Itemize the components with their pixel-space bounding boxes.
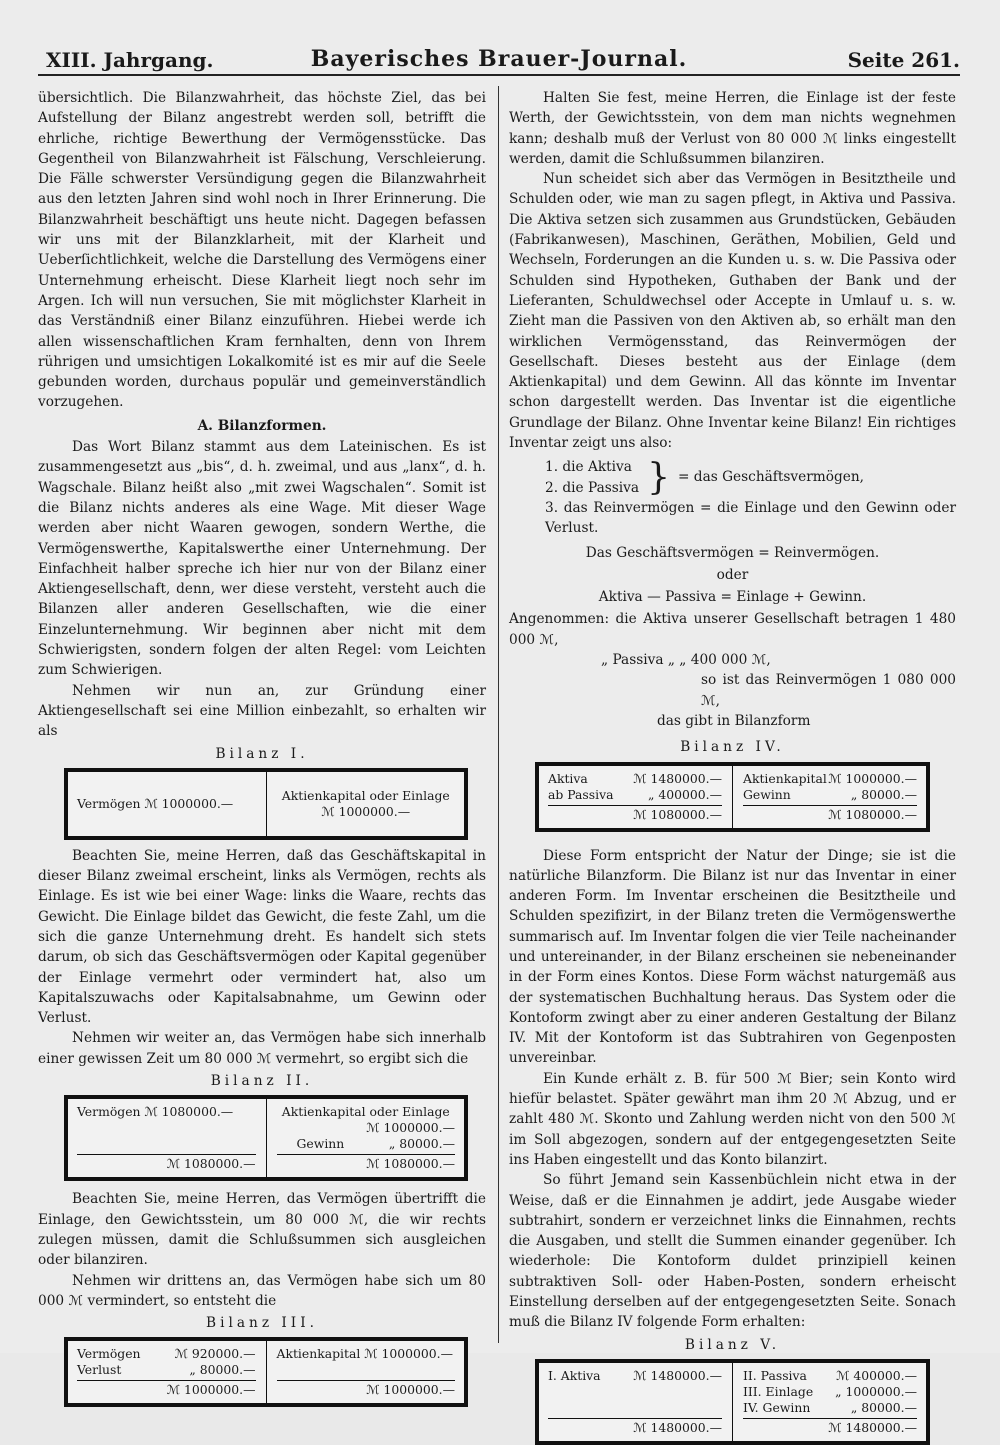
- paragraph: Diese Form entspricht der Natur der Dinge; sie ist die natürliche Bilanzform. Die Bilanz ist nur das Inventar in einer anderen Form. Im Inventar erscheinen die Besitztheile und Schulden spezifizirt, in der Bilanz treten die Vermögenswerthe summarisch auf. Im Inventar folgen die vier Teile nacheinander und untereinander, in der Bilanz erscheinen sie nebeneinander in der Form eines Kontos. Diese Form wächst naturgemäß aus der systematischen Buchhaltung heraus. Das System oder die Kontoform zwingt aber zu einer anderen Gestaltung der Bilanz IV. Mit der Kontoform ist das Subtrahiren von Gegenposten unvereinbar.: [509, 847, 956, 1067]
- formula: Aktiva — Passiva = Einlage + Gewinn.: [598, 589, 867, 606]
- table-row: [548, 787, 722, 803]
- table-cell: „ 80000.—: [189, 1362, 256, 1378]
- table-sum: ℳ 1080000.—: [77, 1154, 256, 1172]
- paragraph: Nun scheidet sich aber das Vermögen in Besitztheile und Schulden oder, wie man zu sagen pflegt, in Aktiva und Passiva. Die Aktiva setzen sich zusammen aus Grundstücken, Gebäuden (Fabrikanwesen), Maschinen, Geräthen, Mobilien, Geld und Wechseln, Forderungen an die Kunden u. s. w. Die Passiva oder Schulden sind Hypotheken, Guthaben der Bank und der Lieferanten, Schuldwechsel oder Accepte in Umlauf u. s. w. Zieht man die Passiven von den Aktiven ab, so erhält man den wirklichen Vermögensstand, das Reinvermögen der Gesellschaft. Dieses besteht aus der Einlage (dem Aktienkapital) und dem Gewinn. All das könnte im Inventar schon dargestellt werden. Das Inventar ist die eigentliche Grundlage der Bilanz. Ohne Inventar keine Bilanz! Ein richtiges Inventar zeigt uns also:: [509, 171, 956, 452]
- table-cell: „ 80000.—: [850, 786, 917, 802]
- example-line: das gibt in Bilanzform: [657, 712, 811, 729]
- table-sum: ℳ 1000000.—: [277, 1380, 456, 1398]
- right-column: [509, 88, 956, 1445]
- bilanz-title: Bilanz IV.: [680, 739, 785, 756]
- inventory-list: [545, 457, 956, 538]
- paragraph: Ein Kunde erhält z. B. für 500 ℳ Bier; sein Konto wird hiefür belastet. Später gewährt man ihm 20 ℳ Abzug, und er zahlt 480 ℳ. Skonto und Zahlung werden nicht von den 500 ℳ im Soll abgezogen, sondern auf der entgegengesetzten Seite ins Haben eingestellt und das Konto bilanzirt.: [509, 1070, 956, 1168]
- table-sum: ℳ 1080000.—: [277, 1154, 456, 1172]
- table-cell: Gewinn: [743, 786, 791, 802]
- bilanz-title: Bilanz III.: [206, 1315, 318, 1332]
- page-header: [38, 42, 960, 76]
- table-row: [548, 1368, 722, 1384]
- table-cell: ℳ 1480000.—: [633, 770, 722, 786]
- table-sum: ℳ 1480000.—: [743, 1418, 917, 1436]
- table-sum: ℳ 1080000.—: [548, 805, 722, 823]
- paragraph: Beachten Sie, meine Herren, daß das Geschäftskapital in dieser Bilanz zweimal erscheint, links als Vermögen, rechts als Einlage. Es ist wie bei einer Wage: links die Waare, rechts das Gewicht. Die Einlage bildet das Gewicht, die feste Zahl, um die sich die ganze Unternehmung dreht. Es handelt sich stets darum, ob sich das Geschäftsvermögen oder Kapital gegenüber der Einlage vermehrt oder vermindert hat, also um Kapitalszuwachs oder Kapitalsabnahme, um Gewinn oder Verlust.: [38, 847, 486, 1027]
- paragraph: So führt Jemand sein Kassenbüchlein nicht etwa in der Weise, daß er die Einnahmen je addirt, jede Ausgabe wieder subtrahirt, sondern er verzeichnet links die Einnahmen, rechts die Ausgaben, und stellt die Summen einander gegenüber. Ich wiederhole: Die Kontoform duldet prinzipiell keinen subtraktiven Soll- oder Haben-Posten, sondern erheischt Einstellung derselben auf der entgegengesetzten Seite. Sonach muß die Bilanz IV folgende Form erhalten:: [509, 1172, 956, 1331]
- table-row: [77, 1362, 256, 1378]
- table-sum: ℳ 1480000.—: [548, 1418, 722, 1436]
- table-cell: ℳ 1480000.—: [633, 1367, 722, 1383]
- table-row: [277, 1136, 456, 1152]
- paragraph: übersichtlich. Die Bilanzwahrheit, das höchste Ziel, das bei Aufstellung der Bilanz angestrebt werden soll, betrifft die ehrliche, richtige Bewerthung der Vermögensstücke. Das Gegentheil von Bilanzwahrheit ist Fälschung, Verschleierung. Die Fälle schwerster Versündigung gegen die Bilanzwahrheit aus den letzten Jahren sind wohl noch in Ihrer Erinnerung. Die Bilanzwahrheit beschäftigt uns heute nicht. Dagegen befassen wir uns mit der Bilanzklarheit, mit der Klarheit und Ueberſichtlichkeit, welche die Darstellung des Vermögens einer Unternehmung erheischt. Diese Klarheit liegt noch sehr im Argen. Ich will nun versuchen, Sie mit möglichster Klarheit in das Verständniß einer Bilanz einzuführen. Hiebei werde ich allen wissenschaftlichen Kram fernhalten, denn von Ihrem rührigen und umsichtigen Lokalkomité ist es mir auf die Seele gebunden worden, durchaus populär und gemeinverständlich vorzugehen.: [38, 90, 486, 411]
- table-cell: ℳ 1000000.—: [366, 1120, 455, 1136]
- table-cell: ℳ 920000.—: [174, 1346, 256, 1362]
- table-cell: ℳ 400000.—: [836, 1367, 917, 1383]
- paragraph: Nehmen wir drittens an, das Vermögen habe sich um 80 000 ℳ vermindert, so entsteht die: [38, 1272, 486, 1309]
- left-column: [38, 88, 486, 1407]
- bilanz-title: Bilanz I.: [215, 745, 309, 762]
- table-cell: „ 80000.—: [850, 1399, 917, 1415]
- example-line: Angenommen: die Aktiva unserer Gesellschaft betragen 1 480 000 ℳ,: [509, 611, 956, 648]
- example-line: so ist das Reinvermögen 1 080 000 ℳ,: [701, 672, 956, 709]
- table-cell: Verlust: [77, 1362, 122, 1378]
- table-row: [548, 771, 722, 787]
- bilanz-table-5: [535, 1359, 930, 1445]
- paragraph: Nehmen wir weiter an, das Vermögen habe sich innerhalb einer gewissen Zeit um 80 000 ℳ vermehrt, so ergibt sich die: [38, 1030, 486, 1067]
- table-cell: ab Passiva: [548, 786, 614, 802]
- table-cell: ℳ 1000000.—: [321, 803, 411, 819]
- bilanz-table-4: [535, 762, 930, 832]
- table-cell: Vermögen ℳ 1080000.—: [77, 1104, 234, 1120]
- table-row: [743, 1400, 917, 1416]
- table-cell: Gewinn: [296, 1136, 345, 1152]
- paragraph: Beachten Sie, meine Herren, das Vermögen übertrifft die Einlage, den Gewichtsstein, um 80 000 ℳ, die wir rechts zulegen müssen, damit die Schlußsummen sich ausgleichen oder bilanziren.: [38, 1191, 486, 1269]
- bilanz-table-3: [64, 1337, 468, 1407]
- table-cell: Vermögen ℳ 1000000.—: [77, 795, 234, 811]
- table-cell: I. Aktiva: [548, 1367, 601, 1383]
- issue-label: XIII. Jahrgang.: [46, 48, 214, 72]
- bilanz-left-cell: [67, 1098, 266, 1178]
- table-sum: ℳ 1000000.—: [77, 1380, 256, 1398]
- example-line: „ Passiva „ „ 400 000 ℳ,: [601, 652, 771, 669]
- table-cell: „ 1000000.—: [835, 1383, 917, 1399]
- bilanz-right-cell: [732, 1362, 927, 1442]
- bilanz-left-cell: [67, 771, 266, 837]
- table-cell: Aktiva: [548, 770, 588, 786]
- formula-connector: oder: [716, 566, 749, 583]
- paragraph: Nehmen wir nun an, zur Gründung einer Aktiengesellschaft sei eine Million einbezahlt, so erhalten wir als: [38, 682, 486, 740]
- bilanz-table-2: [64, 1095, 468, 1181]
- inventory-item: 2. die Passiva: [545, 479, 640, 496]
- table-cell: Aktienkapital oder Einlage: [281, 787, 450, 803]
- bilanz-left-cell: [538, 765, 732, 829]
- bilanz-right-cell: [266, 1340, 466, 1404]
- table-cell: „ 80000.—: [388, 1136, 455, 1152]
- paragraph: Das Wort Bilanz stammt aus dem Lateinischen. Es ist zusammengesetzt aus „bis“, d. h. zweimal, und aus „lanx“, d. h. Wagschale. Bilanz heißt also „mit zwei Wagschalen“. Somit ist die Bilanz nichts anderes als eine Wage. Mit dieser Wage werden aber nicht Waaren gewogen, sondern Werthe, die Vermögenswerthe, Kapitalswerthe einer Unternehmung. Der Einfachheit halber spreche ich hier nur von der Bilanz einer Aktiengesellschaft, denn, wer diese versteht, versteht auch die Bilanzen aller anderen Gesellschaften, wie die einer Einzelunternehmung. Wir beginnen aber nicht mit dem Schwierigsten, sondern folgen der alten Regel: vom Leichten zum Schwierigen.: [38, 439, 486, 679]
- section-heading: A. Bilanzformen.: [197, 417, 327, 434]
- journal-title: Bayerisches Brauer-Journal.: [310, 46, 688, 72]
- table-cell: „ 400000.—: [648, 786, 722, 802]
- page-number: Seite 261.: [847, 48, 960, 72]
- bilanz-title: Bilanz V.: [684, 1336, 781, 1353]
- column-divider: [498, 86, 499, 1343]
- table-cell: Aktienkapital ℳ 1000000.—: [276, 1346, 453, 1362]
- table-row: [743, 1368, 917, 1384]
- bilanz-right-cell: [266, 1098, 466, 1178]
- inventory-item: 1. die Aktiva: [545, 459, 632, 476]
- table-row: [743, 771, 917, 787]
- inventory-item: 3. das Reinvermögen = die Einlage und den Gewinn oder Verlust.: [545, 499, 956, 537]
- table-cell: ℳ 1000000.—: [828, 770, 917, 786]
- bilanz-title: Bilanz II.: [210, 1073, 314, 1090]
- table-cell: III. Einlage: [743, 1383, 814, 1399]
- bilanz-table-1: [64, 768, 468, 840]
- paragraph: Halten Sie fest, meine Herren, die Einlage ist der feste Werth, der Gewichtsstein, von dem man nichts wegnehmen kann; deshalb muß der Verlust von 80 000 ℳ links eingestellt werden, damit die Schlußsummen bilanziren.: [509, 90, 956, 167]
- inventory-result: = das Geschäftsvermögen,: [677, 469, 865, 486]
- table-cell: Aktienkapital oder Einlage: [281, 1104, 450, 1120]
- table-cell: II. Passiva: [743, 1367, 807, 1383]
- table-cell: Vermögen: [77, 1346, 141, 1362]
- bilanz-left-cell: [538, 1362, 732, 1442]
- table-cell: Aktienkapital: [743, 770, 827, 786]
- inventory-group: [545, 457, 956, 498]
- bilanz-right-cell: [732, 765, 927, 829]
- table-row: [77, 1346, 256, 1362]
- bilanz-right-cell: [266, 771, 466, 837]
- table-row: [743, 787, 917, 803]
- table-row: [743, 1384, 917, 1400]
- formula: Das Geschäftsvermögen = Reinvermögen.: [585, 544, 880, 561]
- table-sum: ℳ 1080000.—: [743, 805, 917, 823]
- bilanz-left-cell: [67, 1340, 266, 1404]
- brace-symbol: }: [647, 456, 670, 498]
- table-cell: IV. Gewinn: [743, 1399, 811, 1415]
